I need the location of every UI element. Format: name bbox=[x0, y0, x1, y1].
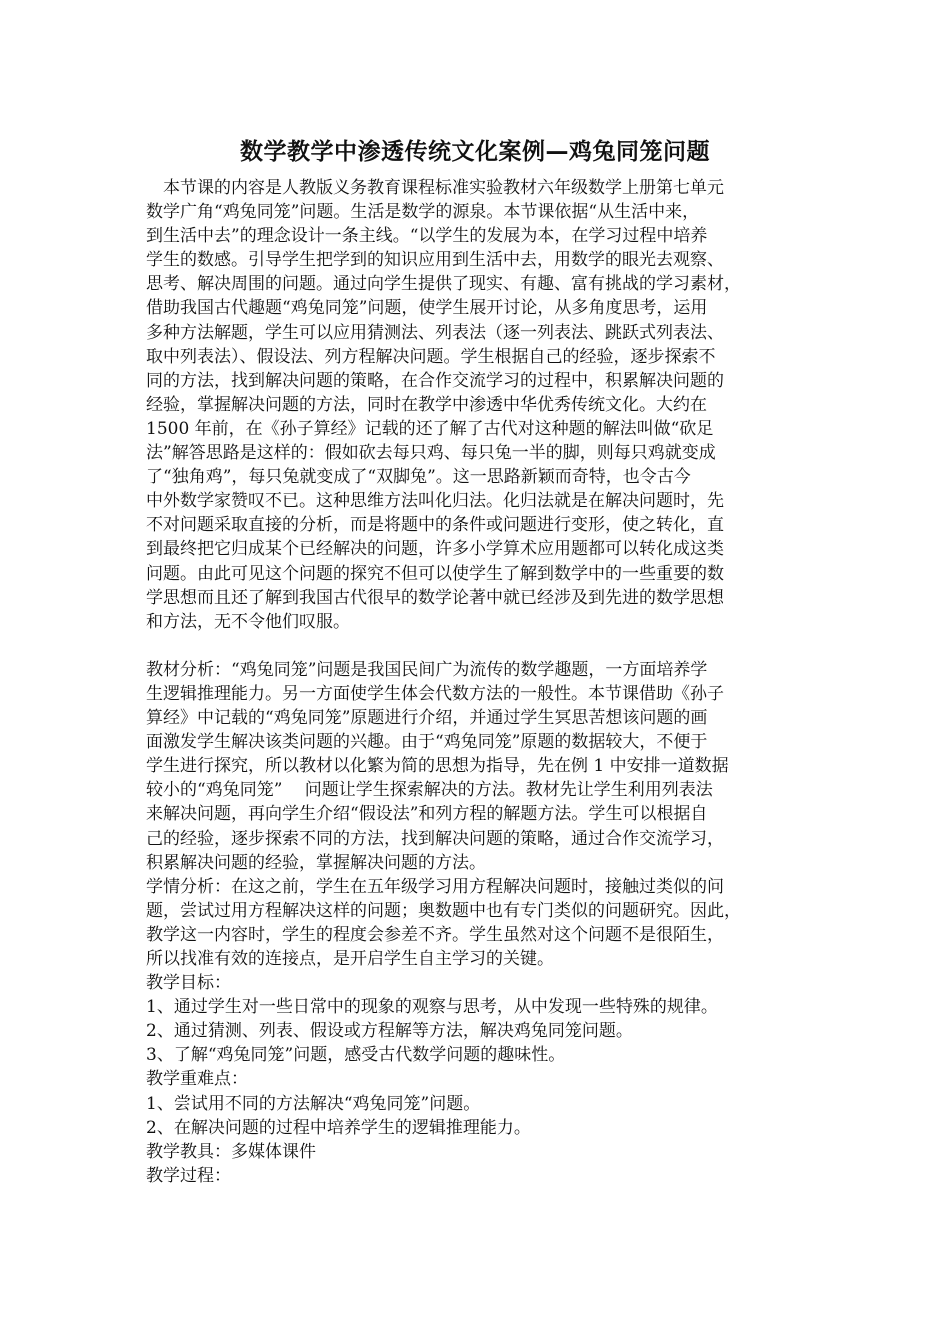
text-line: 同的方法，找到解决问题的策略，在合作交流学习的过程中，积累解决问题的 bbox=[146, 370, 724, 391]
text-line: 题，尝试过用方程解决这样的问题；奥数题中也有专门类似的问题研究。因此， bbox=[146, 900, 741, 921]
text-line: 经验，掌握解决问题的方法，同时在教学中渗透中华优秀传统文化。大约在 bbox=[146, 394, 707, 415]
text-line: 教学目标： bbox=[146, 973, 231, 994]
text-line: 己的经验，逐步探索不同的方法，找到解决问题的策略，通过合作交流学习， bbox=[146, 828, 724, 849]
text-line: 2、在解决问题的过程中培养学生的逻辑推理能力。 bbox=[146, 1117, 531, 1138]
intro-paragraph bbox=[146, 176, 806, 634]
text-line: 学情分析：在这之前，学生在五年级学习用方程解决问题时，接触过类似的问 bbox=[146, 876, 724, 897]
text-line: 积累解决问题的经验，掌握解决问题的方法。 bbox=[146, 852, 486, 873]
text-line: 学思想而且还了解到我国古代很早的数学论著中就已经涉及到先进的数学思想 bbox=[146, 587, 724, 608]
text-line: 中外数学家赞叹不已。这种思维方法叫化归法。化归法就是在解决问题时，先 bbox=[146, 491, 724, 512]
text-line: 算经》中记载的“鸡兔同笼”原题进行介绍，并通过学生冥思苦想该问题的画 bbox=[146, 708, 708, 729]
text-line: 多种方法解题，学生可以应用猜测法、列表法（逐一列表法、跳跃式列表法、 bbox=[146, 322, 724, 343]
text-line: 教学教具：多媒体课件 bbox=[146, 1141, 316, 1162]
text-line: 教学重难点： bbox=[146, 1069, 248, 1090]
text-line: 本节课的内容是人教版义务教育课程标准实验教材六年级数学上册第七单元 bbox=[146, 178, 724, 198]
analysis-section bbox=[146, 658, 806, 1188]
text-line: 教材分析：“鸡兔同笼”问题是我国民间广为流传的数学趣题，一方面培养学 bbox=[146, 659, 708, 680]
text-line: 所以找准有效的连接点，是开启学生自主学习的关键。 bbox=[146, 949, 554, 969]
text-line: 不对问题采取直接的分析，而是将题中的条件或问题进行变形，使之转化，直 bbox=[146, 515, 724, 536]
text-line: 1、尝试用不同的方法解决“鸡兔同笼”问题。 bbox=[146, 1093, 481, 1114]
text-line: 来解决问题，再向学生介绍“假设法”和列方程的解题方法。学生可以根据自 bbox=[146, 804, 708, 825]
text-line: 学生的数感。引导学生把学到的知识应用到生活中去，用数学的眼光去观察、 bbox=[146, 250, 724, 271]
text-line: 了“独角鸡”，每只兔就变成了“双脚兔”。这一思路新颖而奇特，也令古今 bbox=[146, 467, 691, 488]
text-line: 3、了解“鸡兔同笼”问题，感受古代数学问题的趣味性。 bbox=[146, 1045, 566, 1066]
text-line: 教学过程： bbox=[146, 1165, 231, 1186]
text-line: 生逻辑推理能力。另一方面使学生体会代数方法的一般性。本节课借助《孙子 bbox=[146, 683, 724, 704]
text-line: 到最终把它归成某个已经解决的问题，许多小学算术应用题都可以转化成这类 bbox=[146, 539, 724, 560]
text-line: 法”解答思路是这样的：假如砍去每只鸡、每只兔一半的脚，则每只鸡就变成 bbox=[146, 443, 716, 464]
text-line: 学生进行探究，所以教材以化繁为简的思想为指导，先在例 1 中安排一道数据 bbox=[146, 756, 729, 777]
text-line: 思考、解决周围的问题。通过向学生提供了现实、有趣、富有挑战的学习素材， bbox=[146, 274, 741, 295]
text-line: 借助我国古代趣题“鸡兔同笼”问题，使学生展开讨论，从多角度思考，运用 bbox=[146, 298, 708, 319]
text-line: 面激发学生解决该类问题的兴趣。由于“鸡兔同笼”原题的数据较大，不便于 bbox=[146, 732, 708, 753]
paragraph-spacer bbox=[146, 634, 806, 658]
text-line: 教学这一内容时，学生的程度会参差不齐。学生虽然对这个问题不是很陌生， bbox=[146, 924, 724, 945]
text-line: 1500 年前，在《孙子算经》记载的还了解了古代对这种题的解法叫做“砍足 bbox=[146, 418, 714, 439]
text-line: 1、通过学生对一些日常中的现象的观察与思考，从中发现一些特殊的规律。 bbox=[146, 997, 718, 1018]
text-line: 到生活中去”的理念设计一条主线。“以学生的发展为本，在学习过程中培养 bbox=[146, 226, 708, 247]
text-line: 取中列表法）、假设法、列方程解决问题。学生根据自己的经验，逐步探索不 bbox=[146, 346, 716, 367]
text-line: 问题。由此可见这个问题的探究不但可以使学生了解到数学中的一些重要的数 bbox=[146, 563, 724, 584]
text-line: 较小的“鸡兔同笼” 问题让学生探索解决的方法。教材先让学生利用列表法 bbox=[146, 780, 713, 801]
document-title: 数学教学中渗透传统文化案例—鸡兔同笼问题 bbox=[240, 139, 710, 165]
text-line: 数学广角“鸡兔同笼”问题。生活是数学的源泉。本节课依据“从生活中来， bbox=[146, 202, 700, 223]
document-body bbox=[146, 176, 806, 1188]
text-line: 和方法，无不令他们叹服。 bbox=[146, 611, 350, 632]
text-line: 2、通过猜测、列表、假设或方程解等方法，解决鸡兔同笼问题。 bbox=[146, 1021, 633, 1042]
